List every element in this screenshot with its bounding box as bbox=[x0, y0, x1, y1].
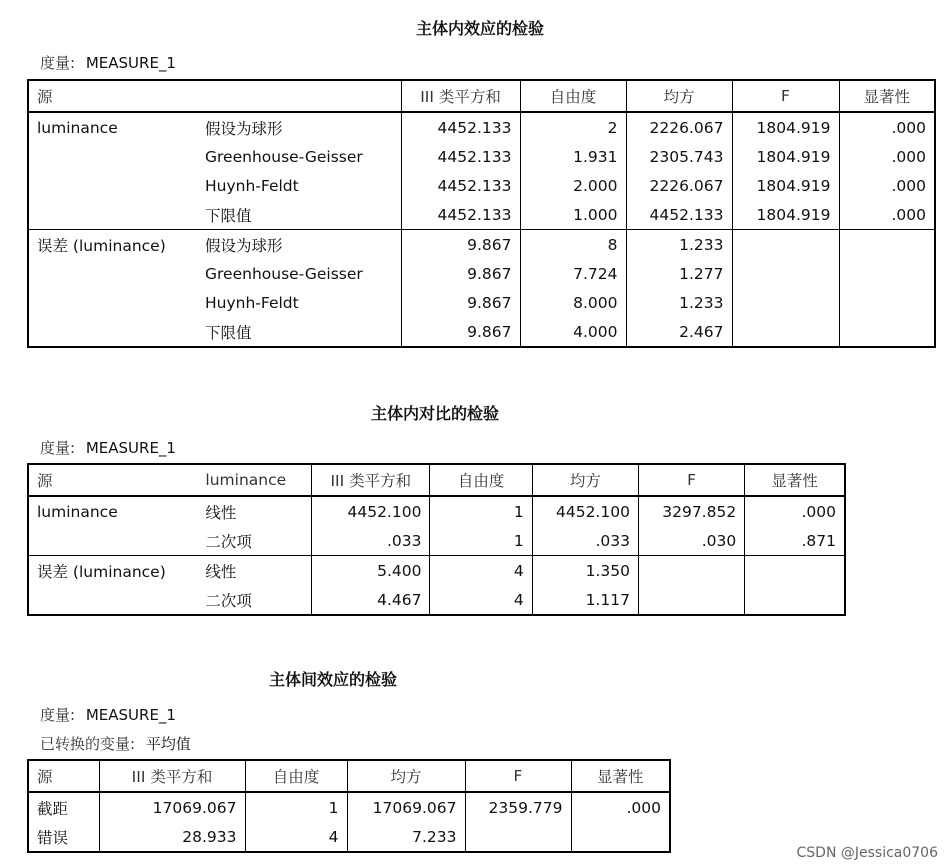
header-sig: 显著性 bbox=[745, 464, 845, 496]
cell-df: 8.000 bbox=[520, 288, 626, 317]
cell-f: 1804.919 bbox=[732, 200, 839, 230]
cell-source: 误差 (luminance) bbox=[28, 556, 197, 586]
cell-ss: 9.867 bbox=[401, 288, 520, 317]
header-ms: 均方 bbox=[347, 760, 465, 792]
cell-type: 假设为球形 bbox=[197, 230, 401, 260]
header-source: 源 bbox=[28, 80, 401, 112]
cell-source bbox=[28, 317, 197, 347]
table-row bbox=[28, 200, 935, 230]
cell-ms: 1.117 bbox=[532, 585, 638, 615]
cell-df: 4.000 bbox=[520, 317, 626, 347]
cell-ss: 4.467 bbox=[312, 585, 430, 615]
cell-ms: 1.277 bbox=[626, 259, 732, 288]
cell-ms: 1.233 bbox=[626, 288, 732, 317]
cell-ms: 7.233 bbox=[347, 822, 465, 852]
table3-transformed-value: 平均值 bbox=[145, 735, 191, 753]
cell-f: 1804.919 bbox=[732, 171, 839, 200]
table-row bbox=[28, 317, 935, 347]
cell-ms: .033 bbox=[532, 526, 638, 556]
table2-measure-label: 度量: bbox=[40, 439, 76, 457]
table2-measure-value: MEASURE_1 bbox=[85, 439, 176, 457]
cell-sig: .000 bbox=[839, 200, 935, 230]
cell-source bbox=[28, 288, 197, 317]
cell-f bbox=[732, 288, 839, 317]
cell-df: 2.000 bbox=[520, 171, 626, 200]
cell-ss: 17069.067 bbox=[99, 792, 245, 822]
table-row bbox=[28, 556, 845, 586]
header-ss: III 类平方和 bbox=[99, 760, 245, 792]
table-row bbox=[28, 230, 935, 260]
cell-df: 2 bbox=[520, 112, 626, 142]
header-sig: 显著性 bbox=[571, 760, 670, 792]
cell-df: 1.931 bbox=[520, 142, 626, 171]
cell-source: luminance bbox=[28, 496, 197, 526]
cell-sig: .000 bbox=[839, 171, 935, 200]
cell-df: 1 bbox=[430, 526, 532, 556]
cell-ss: .033 bbox=[312, 526, 430, 556]
cell-type: Huynh-Feldt bbox=[197, 171, 401, 200]
cell-ms: 2305.743 bbox=[626, 142, 732, 171]
cell-f bbox=[732, 259, 839, 288]
cell-ms: 1.233 bbox=[626, 230, 732, 260]
cell-df: 4 bbox=[430, 556, 532, 586]
watermark: CSDN @Jessica0706 bbox=[796, 845, 938, 861]
cell-type: Huynh-Feldt bbox=[197, 288, 401, 317]
cell-sig bbox=[839, 259, 935, 288]
cell-f bbox=[638, 556, 744, 586]
cell-ms: 2.467 bbox=[626, 317, 732, 347]
cell-df: 1 bbox=[430, 496, 532, 526]
cell-ss: 4452.133 bbox=[401, 171, 520, 200]
table-row bbox=[28, 142, 935, 171]
cell-ss: 5.400 bbox=[312, 556, 430, 586]
cell-type: 二次项 bbox=[197, 585, 311, 615]
header-df: 自由度 bbox=[520, 80, 626, 112]
header-luminance: luminance bbox=[197, 464, 311, 496]
header-df: 自由度 bbox=[430, 464, 532, 496]
table-row bbox=[28, 259, 935, 288]
cell-source bbox=[28, 171, 197, 200]
cell-sig bbox=[745, 556, 845, 586]
cell-ss: 9.867 bbox=[401, 230, 520, 260]
cell-f: .030 bbox=[638, 526, 744, 556]
table-header-row bbox=[28, 80, 935, 112]
table-row bbox=[28, 496, 845, 526]
table1-measure-value: MEASURE_1 bbox=[85, 54, 176, 72]
table3-measure-value: MEASURE_1 bbox=[85, 706, 176, 724]
table2-title: 主体内对比的检验 bbox=[370, 404, 499, 423]
cell-sig bbox=[745, 585, 845, 615]
cell-ms: 2226.067 bbox=[626, 171, 732, 200]
cell-type: 线性 bbox=[197, 496, 311, 526]
cell-ss: 28.933 bbox=[99, 822, 245, 852]
cell-f: 3297.852 bbox=[638, 496, 744, 526]
cell-source: 截距 bbox=[28, 792, 99, 822]
table3-transformed-label: 已转换的变量: bbox=[40, 735, 136, 753]
cell-sig bbox=[839, 317, 935, 347]
cell-source: 误差 (luminance) bbox=[28, 230, 197, 260]
table-header-row bbox=[28, 464, 845, 496]
cell-ss: 4452.100 bbox=[312, 496, 430, 526]
table-row bbox=[28, 526, 845, 556]
table1-measure bbox=[40, 52, 176, 73]
cell-ss: 9.867 bbox=[401, 259, 520, 288]
table-row bbox=[28, 112, 935, 142]
cell-f bbox=[732, 230, 839, 260]
header-f: F bbox=[465, 760, 571, 792]
cell-source bbox=[28, 200, 197, 230]
header-source: 源 bbox=[28, 464, 197, 496]
cell-sig: .000 bbox=[745, 496, 845, 526]
cell-type: Greenhouse-Geisser bbox=[197, 259, 401, 288]
table1-measure-label: 度量: bbox=[40, 54, 76, 72]
cell-ss: 9.867 bbox=[401, 317, 520, 347]
header-df: 自由度 bbox=[245, 760, 347, 792]
table3-transformed bbox=[40, 733, 191, 754]
header-sig: 显著性 bbox=[839, 80, 935, 112]
table3-title: 主体间效应的检验 bbox=[268, 670, 397, 689]
cell-df: 4 bbox=[430, 585, 532, 615]
header-ms: 均方 bbox=[532, 464, 638, 496]
header-ms: 均方 bbox=[626, 80, 732, 112]
cell-sig: .000 bbox=[839, 142, 935, 171]
table3-measure bbox=[40, 704, 176, 725]
cell-ss: 4452.133 bbox=[401, 200, 520, 230]
cell-f: 2359.779 bbox=[465, 792, 571, 822]
cell-ss: 4452.133 bbox=[401, 142, 520, 171]
cell-f bbox=[732, 317, 839, 347]
cell-f bbox=[638, 585, 744, 615]
table-row bbox=[28, 822, 670, 852]
cell-source: 错误 bbox=[28, 822, 99, 852]
cell-ms: 1.350 bbox=[532, 556, 638, 586]
within-subjects-effects-table bbox=[27, 79, 936, 348]
header-f: F bbox=[638, 464, 744, 496]
between-subjects-effects-table bbox=[27, 759, 671, 853]
table-row bbox=[28, 288, 935, 317]
cell-df: 7.724 bbox=[520, 259, 626, 288]
cell-df: 8 bbox=[520, 230, 626, 260]
cell-sig: .000 bbox=[839, 112, 935, 142]
cell-source bbox=[28, 142, 197, 171]
cell-f: 1804.919 bbox=[732, 112, 839, 142]
table1-title: 主体内效应的检验 bbox=[415, 19, 544, 38]
cell-ms: 2226.067 bbox=[626, 112, 732, 142]
cell-ms: 4452.133 bbox=[626, 200, 732, 230]
header-ss: III 类平方和 bbox=[401, 80, 520, 112]
header-source: 源 bbox=[28, 760, 99, 792]
cell-sig bbox=[839, 288, 935, 317]
header-ss: III 类平方和 bbox=[312, 464, 430, 496]
cell-ms: 4452.100 bbox=[532, 496, 638, 526]
cell-type: 线性 bbox=[197, 556, 311, 586]
cell-sig: .000 bbox=[571, 792, 670, 822]
cell-type: 二次项 bbox=[197, 526, 311, 556]
table-row bbox=[28, 585, 845, 615]
cell-source bbox=[28, 259, 197, 288]
cell-sig bbox=[839, 230, 935, 260]
header-f: F bbox=[732, 80, 839, 112]
cell-type: 下限值 bbox=[197, 317, 401, 347]
cell-sig: .871 bbox=[745, 526, 845, 556]
cell-df: 1 bbox=[245, 792, 347, 822]
cell-type: 假设为球形 bbox=[197, 112, 401, 142]
cell-ms: 17069.067 bbox=[347, 792, 465, 822]
table-row bbox=[28, 171, 935, 200]
table-row bbox=[28, 792, 670, 822]
cell-source bbox=[28, 526, 197, 556]
table-header-row bbox=[28, 760, 670, 792]
cell-f: 1804.919 bbox=[732, 142, 839, 171]
cell-f bbox=[465, 822, 571, 852]
cell-source bbox=[28, 585, 197, 615]
within-subjects-contrasts-table bbox=[27, 463, 846, 616]
cell-type: Greenhouse-Geisser bbox=[197, 142, 401, 171]
cell-df: 1.000 bbox=[520, 200, 626, 230]
cell-sig bbox=[571, 822, 670, 852]
cell-ss: 4452.133 bbox=[401, 112, 520, 142]
table2-measure bbox=[40, 437, 176, 458]
table3-measure-label: 度量: bbox=[40, 706, 76, 724]
cell-type: 下限值 bbox=[197, 200, 401, 230]
cell-source: luminance bbox=[28, 112, 197, 142]
cell-df: 4 bbox=[245, 822, 347, 852]
